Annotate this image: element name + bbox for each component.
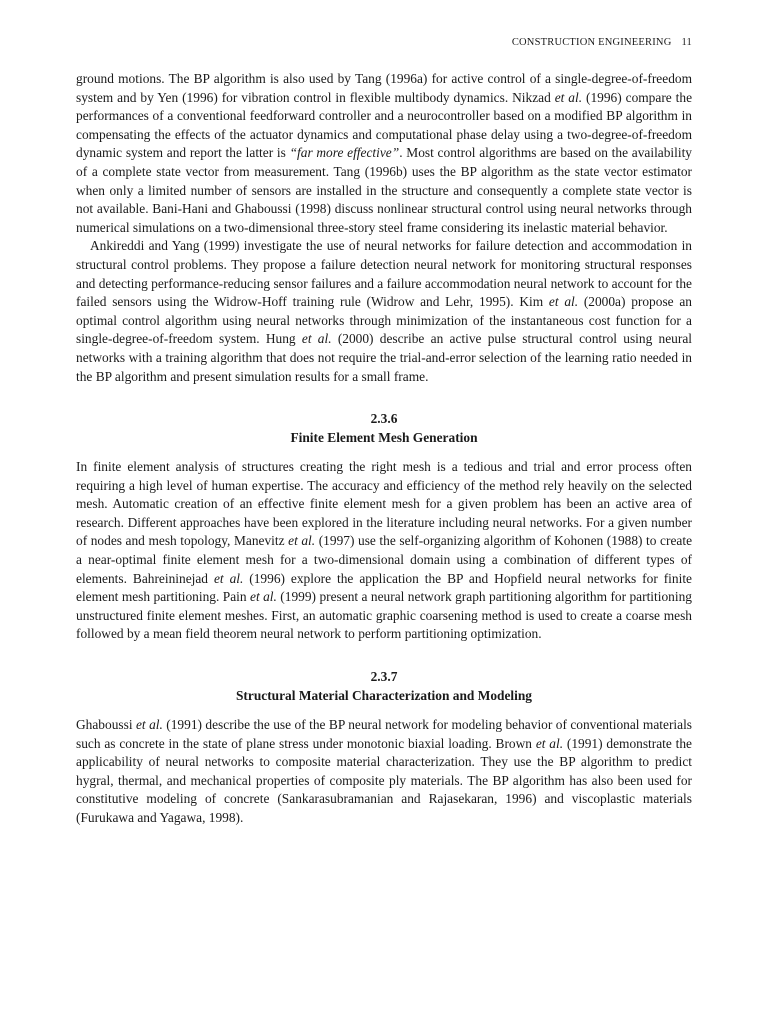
et-al-citation: et al. (554, 89, 583, 105)
section-number: 2.3.6 (370, 411, 398, 427)
book-page (76, 36, 692, 828)
section-heading-2-3-6 (76, 409, 692, 447)
et-al-citation: et al. (548, 294, 579, 310)
et-al-citation: et al. (535, 735, 564, 751)
paragraph-material-modeling: Ghaboussi et al. (1991) describe the use of the BP neural network for modeling behavior of conventional materials such as concrete in the state of plane stress under monotonic biaxial loading. Brown et al. (1991) demonstrate the applicability of neural networks to composite material characterization. They use the BP algorithm to predict hygral, thermal, and mechanical properties of composite ply materials. The BP algorithm has also been used for constitutive modeling of concrete (Sankarasubramanian and Rajasekaran, 1996) and viscoplastic materials (Furukawa and Yagawa, 1998). (76, 717, 693, 825)
paragraph-failure-detection: Ankireddi and Yang (1999) investigate the use of neural networks for failure detection and accommodation in structural control problems. They propose a failure detection neural network for monitoring structural responses and detecting performance-reducing sensor failures and a failure accommodation neural network to account for the failed sensors using the Widrow-Hoff training rule (Widrow and Lehr, 1995). Kim et al. (2000a) propose an optimal control algorithm using neural networks through minimization of the instantaneous cost function for a single-degree-of-freedom system. Hung et al. (2000) describe an active pulse structural control using neural networks with a training algorithm that does not require the trial-and-error selection of the learning ratio needed in the BP algorithm and present simulation results for a small frame. (76, 238, 692, 384)
section-number: 2.3.7 (370, 669, 398, 685)
running-header (76, 36, 692, 50)
paragraph-mesh-generation: In finite element analysis of structures creating the right mesh is a tedious and trial and error process often requiring a high level of human expertise. The accuracy and efficiency of the method rely heavily on the selected mesh. Automatic creation of an effective finite element mesh for a given problem has been an active area of research. Different approaches have been explored in the literature including neural networks. For a given number of nodes and mesh topology, Manevitz et al. (1997) use the self-organizing algorithm of Kohonen (1988) to create a near-optimal finite element mesh for a two-dimensional domain using a combination of different types of elements. Bahreininejad et al. (1996) explore the application the BP and Hopfield neural networks for finite element mesh partitioning. Pain et al. (1999) present a neural network graph partitioning algorithm for partitioning unstructured finite element meshes. First, an automatic graphic coarsening method is used to create a coarse mesh followed by a mean field theorem neural network to perform partitioning optimization. (76, 459, 693, 642)
running-title: CONSTRUCTION ENGINEERING (511, 37, 672, 48)
page-number: 11 (681, 37, 692, 48)
et-al-citation: et al. (135, 717, 163, 733)
section-title: Structural Material Characterization and Modeling (235, 688, 533, 704)
section-title: Finite Element Mesh Generation (290, 430, 478, 446)
et-al-citation: et al. (213, 570, 244, 586)
section-heading-2-3-7 (76, 667, 692, 705)
et-al-citation: et al. (250, 589, 277, 605)
quoted-phrase: “far more effective” (289, 145, 400, 161)
et-al-citation: et al. (301, 331, 332, 347)
et-al-citation: et al. (288, 533, 316, 549)
paragraph-control-algorithms: ground motions. The BP algorithm is also used by Tang (1996a) for active control of a single-degree-of-freedom system and by Yen (1996) for vibration control in flexible multibody dynamics. Nikzad et al. (1996) compare the performances of a conventional feedforward controller and a neurocontroller based on a modified BP algorithm in compensating the effects of the actuator dynamics and computational phase delay using a two-degree-of-freedom dynamic system and report the latter is “far more effective”. Most control algorithms are based on the availability of a complete state vector from measurement. Tang (1996b) uses the BP algorithm as the state vector estimator when only a limited number of sensors are installed in the structure and consequently a complete state vector is not available. Bani-Hani and Ghaboussi (1998) discuss nonlinear structural control using neural networks through numerical simulations on a two-dimensional three-story steel frame considering its inelastic material behavior. (76, 71, 693, 235)
